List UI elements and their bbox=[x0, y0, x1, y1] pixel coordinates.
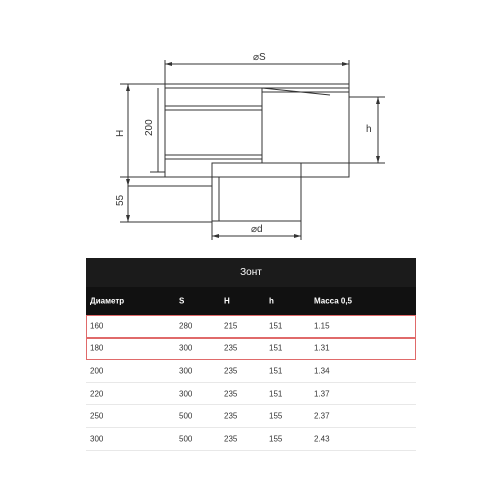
table-cell: 235 bbox=[224, 389, 238, 399]
table-cell: 500 bbox=[179, 434, 193, 444]
table-cell: 1.31 bbox=[314, 343, 330, 353]
table-cell: 2.43 bbox=[314, 434, 330, 444]
table-cell: 300 bbox=[179, 389, 193, 399]
dim-label-s: ⌀S bbox=[253, 52, 266, 63]
table-cell: 300 bbox=[179, 366, 193, 376]
table-cell: 500 bbox=[179, 411, 193, 421]
table-cell: 200 bbox=[90, 366, 104, 376]
header-h: h bbox=[269, 296, 274, 306]
table-cell: 151 bbox=[269, 321, 283, 331]
table-row bbox=[86, 428, 416, 451]
table-cell: 220 bbox=[90, 389, 104, 399]
table-cell: 151 bbox=[269, 343, 283, 353]
header-mass: Масса 0,5 bbox=[314, 296, 352, 306]
table-cell: 2.37 bbox=[314, 411, 330, 421]
table-cell: 1.37 bbox=[314, 389, 330, 399]
table-title: Зонт bbox=[86, 258, 416, 287]
table-row bbox=[86, 405, 416, 428]
table-cell: 155 bbox=[269, 434, 283, 444]
table-cell: 151 bbox=[269, 389, 283, 399]
table-row bbox=[86, 315, 416, 338]
table-cell: 280 bbox=[179, 321, 193, 331]
table-cell: 300 bbox=[90, 434, 104, 444]
table-cell: 250 bbox=[90, 411, 104, 421]
dim-label-55: 55 bbox=[115, 194, 126, 206]
table-cell: 235 bbox=[224, 411, 238, 421]
table-cell: 180 bbox=[90, 343, 104, 353]
table-body bbox=[86, 315, 416, 451]
header-H: H bbox=[224, 296, 230, 306]
table-cell: 235 bbox=[224, 343, 238, 353]
table-row bbox=[86, 338, 416, 361]
table-cell: 300 bbox=[179, 343, 193, 353]
dim-label-h: h bbox=[366, 124, 372, 135]
table-cell: 235 bbox=[224, 366, 238, 376]
pipe-outline bbox=[212, 163, 301, 221]
table-cell: 155 bbox=[269, 411, 283, 421]
dim-label-200: 200 bbox=[144, 119, 155, 136]
dim-label-d: ⌀d bbox=[251, 224, 263, 235]
table-cell: 160 bbox=[90, 321, 104, 331]
table-cell: 235 bbox=[224, 434, 238, 444]
table-header bbox=[86, 287, 416, 315]
header-diameter: Диаметр bbox=[90, 296, 125, 306]
table-cell: 1.15 bbox=[314, 321, 330, 331]
table-row bbox=[86, 383, 416, 406]
table-cell: 151 bbox=[269, 366, 283, 376]
table-cell: 215 bbox=[224, 321, 238, 331]
dim-label-H: H bbox=[115, 129, 126, 137]
spec-table bbox=[86, 258, 416, 451]
table-cell: 1.34 bbox=[314, 366, 330, 376]
table-row bbox=[86, 360, 416, 383]
header-s: S bbox=[179, 296, 185, 306]
